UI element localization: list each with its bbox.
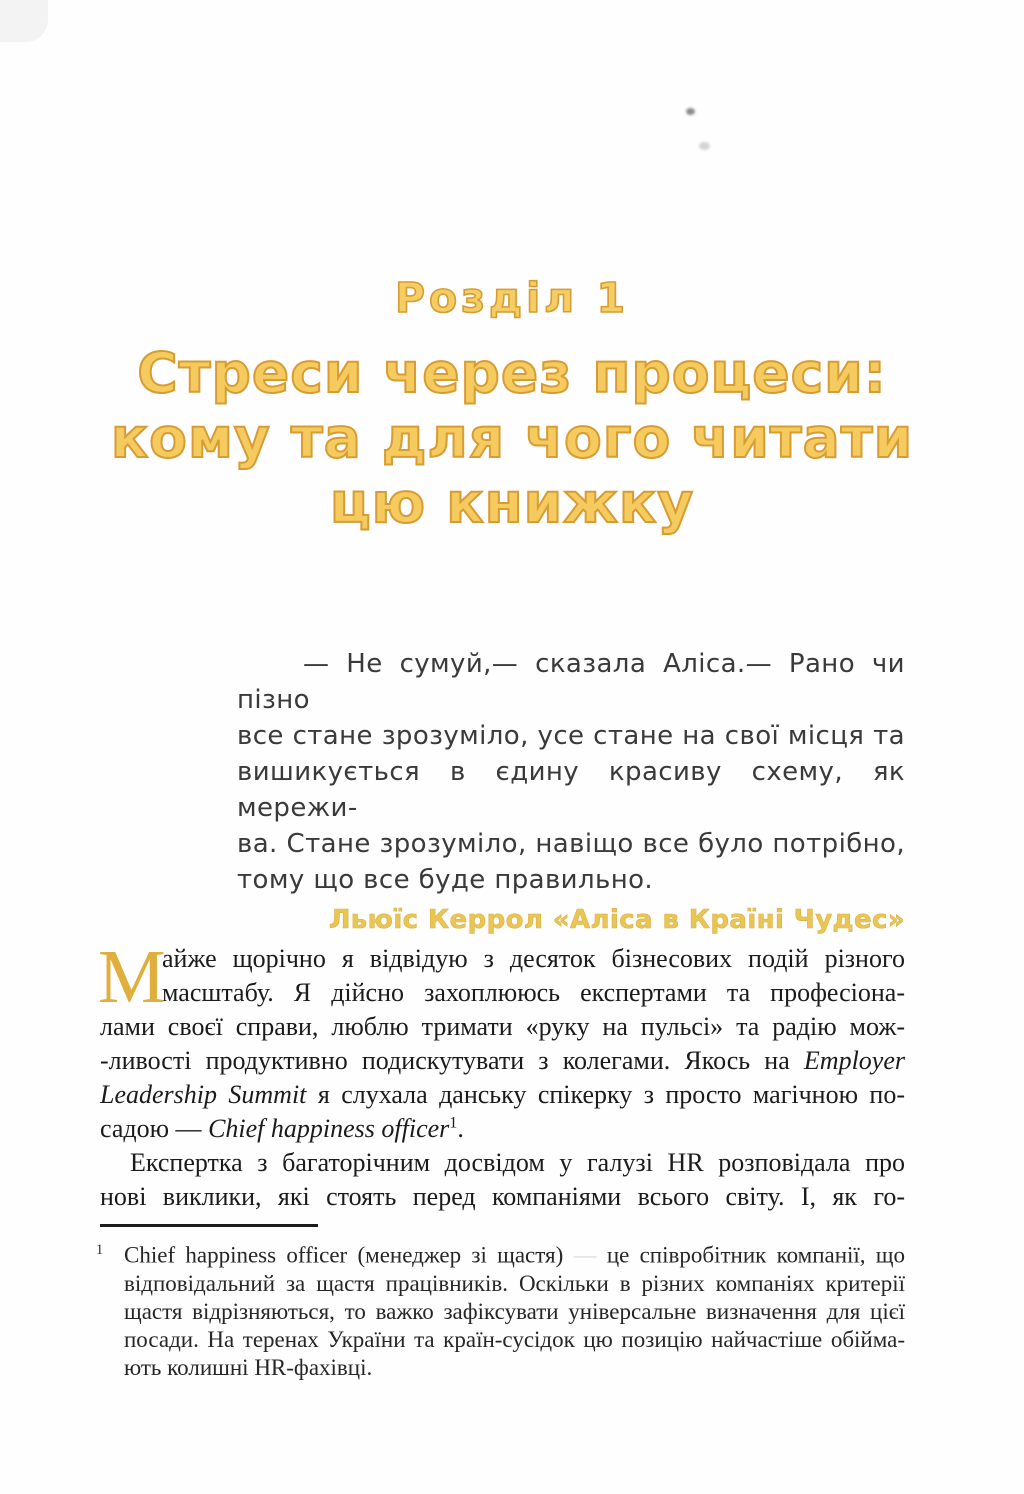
body-line: Експертка з багаторічним досвідом у галузі HR розповідала про xyxy=(130,1148,905,1177)
body-segment-italic: Chief happiness officer xyxy=(208,1114,450,1143)
body-line: масштабу. Я дійсно захоплююсь експертами та професіона- xyxy=(162,978,905,1007)
body-segment: садою — xyxy=(100,1114,209,1143)
body-line: лами своєї справи, люблю тримати «руку на пульсі» та радію мож- xyxy=(100,1012,905,1041)
footnote-line xyxy=(96,1236,905,1270)
body-segment: я слухала данську спікерку з просто магічною по- xyxy=(306,1080,906,1109)
drop-cap: М xyxy=(98,935,166,1019)
footnote-separator xyxy=(100,1224,318,1227)
chapter-title-line: Стреси через процеси: xyxy=(137,341,887,405)
body-line xyxy=(100,1078,905,1112)
body-segment-italic: Leadership Summit xyxy=(100,1080,307,1109)
epigraph-line: тому що все буде правильно. xyxy=(237,865,654,895)
chapter-title xyxy=(0,341,1024,536)
footnote-reference: 1 xyxy=(449,1114,458,1132)
epigraph-quote xyxy=(237,646,905,938)
epigraph-attribution: Льюїс Керрол «Аліса в Країні Чудес» xyxy=(328,905,905,935)
body-text xyxy=(98,935,906,1214)
footnote-faded-dash: — xyxy=(573,1242,597,1268)
chapter-title-line: кому та для чого читати xyxy=(110,406,914,470)
footnote-marker: 1 xyxy=(96,1242,104,1258)
epigraph-line: все стане зрозуміло, усе стане на свої місця та xyxy=(237,721,905,751)
body-segment: -ливості продуктивно подискутувати з колегами. Якось на xyxy=(100,1046,804,1075)
footnote-line: відповідальний за щастя працівників. Оскільки в різних компаніях критерії xyxy=(124,1270,905,1296)
scan-speck-light xyxy=(699,142,710,150)
footnote xyxy=(96,1236,905,1382)
body-segment-italic: Employer xyxy=(803,1046,905,1075)
footnote-segment: це співробітник компанії, що xyxy=(606,1242,906,1268)
body-line xyxy=(100,1044,905,1078)
chapter-number-label: Розділ 1 xyxy=(394,274,630,322)
footnote-segment: Chief happiness officer (менеджер зі щастя) xyxy=(124,1242,564,1268)
chapter-title-line: цю книжку xyxy=(329,471,695,535)
epigraph-line: — Не сумуй,— сказала Аліса.— Рано чи пізно xyxy=(237,649,905,715)
epigraph-line: вишикується в єдину красиву схему, як мережи- xyxy=(237,757,905,823)
scan-speck-dark xyxy=(686,108,695,115)
scan-smudge-corner xyxy=(0,0,48,42)
body-line xyxy=(100,1112,905,1146)
footnote-line: щастя відрізняються, то важко зафіксувати універсальне визначення для цієї xyxy=(124,1298,905,1324)
body-line: айже щорічно я відвідую з десяток бізнесових подій різного xyxy=(162,944,905,973)
footnote-line: ють колишні HR-фахівці. xyxy=(124,1354,373,1380)
body-segment: . xyxy=(457,1114,464,1143)
body-line: нові виклики, які стоять перед компаніями всього світу. І, як го- xyxy=(100,1182,905,1211)
epigraph-line: ва. Стане зрозуміло, навіщо все було потрібно, xyxy=(237,829,905,859)
footnote-line: посади. На теренах України та країн-сусідок цю позицію найчастіше обійма- xyxy=(124,1326,905,1352)
